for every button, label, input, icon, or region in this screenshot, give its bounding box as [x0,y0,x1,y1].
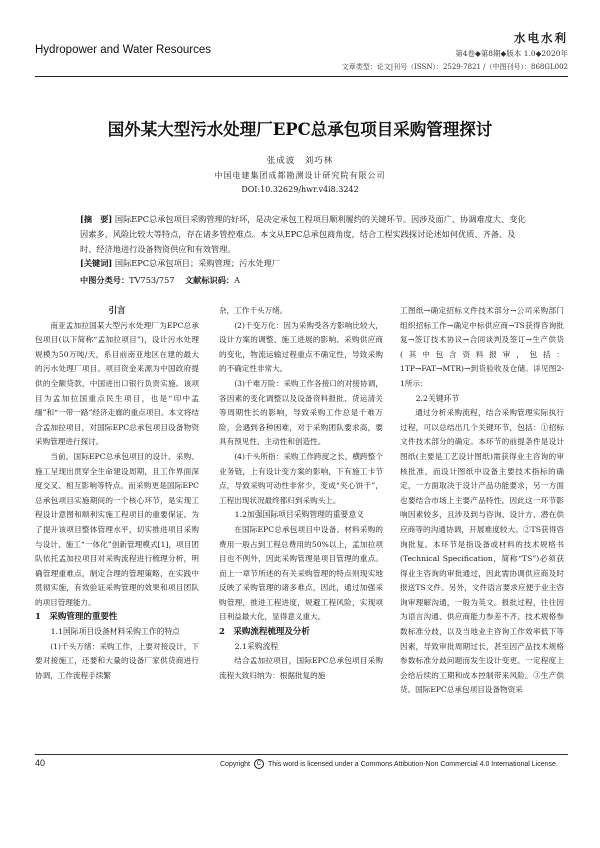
paragraph: 在国际EPC总承包项目中设备、材料采购的费用一般占到工程总费用的50%以上，孟加拉项目也不例外，因此采购管理是项目管理的重点。而上一章节所述的有关采购管理的特点则现实地反映了采购管理的诸多难点，因此，通过加强采购管理，推进工程进度，规避工程风险，实现项目利益最大化，显得意义重大。 [219,524,383,622]
abstract-label: [摘 要] [80,214,113,224]
header-rule [35,76,568,77]
doc-code-value: A [234,275,241,285]
subsection-heading: 1.2加强国际项目采购管理的重要意义 [234,510,364,520]
keywords [80,258,530,269]
paragraph: (3)千难万险：采购工作各接口的对接协调，各因素的变化调整以及设备资料报批、货运清关等周期性长的影响，导致采购工作总是千难万险，会遇到各种困难，对于采购团队要求高，要具有预见性、主动性和创造性。 [219,378,383,447]
section-heading: 2 采购流程梳理及分析 [219,627,310,638]
paragraph: 工图纸→确定招标文件技术部分→公司采购部门组织招标工作→确定中标供应商→TS获得咨询批复→签订技术协议→合同谈判及签订→生产供货(其中包含资料报审，包括：1TP→FAT→MTR)→到货验收及仓储。详见图2-1所示： [400,306,564,388]
paragraph: 当前，国际EPC总承包项目的设计、采购、施工呈现出贯穿全生命建设周期，且工作界面深度交叉、相互影响等特点。而采购更是国际EPC总承包项目实施期间的一个核心环节，是实现工程设计意图和顺利实施工程项目的重要保证。为了提升该项目整体管理水平，切实推进项目采购与设计、施工“一体化”创新管理模式[1]，项目团队依托孟加拉项目对采购流程进行梳理分析，明确管理重难点，制定合理的管理策略，在实践中贯彻实施，有效验证采购管理的效果和项目团队的项目管理能力。 [35,451,199,607]
article-title: 国外某大型污水处理厂EPC总承包项目采购管理探讨 [107,120,493,139]
column-3 [400,304,564,698]
copyright-text: This word is licensed under a Commons Attibution-Non Commercial 4.0 International License. [267,760,558,768]
section-heading: 1 采购管理的重要性 [35,612,118,623]
article-affiliation: 中国电建集团成都勘测设计研究院有限公司 [214,171,386,180]
copyright-notice [220,759,558,769]
footer-rule [35,754,568,755]
keywords-label: [关键词] [80,258,113,268]
copyright-label: Copyright [220,760,250,768]
copyright-icon: C [254,759,264,769]
paragraph: 通过分析采购流程，结合采购管理实际执行过程，可以总结出几个关键环节，包括：①招标文件技术部分的确定。本环节的前提条件是设计图纸(主要是工艺设计图纸)需获得业主咨询的审核批准，而设计图纸中设备主要技术指标的确定，一方面取决于设计产品功能要求，另一方面也要结合市场上主要产品特性。因此这一环节影响因素较多，且涉及到与咨询、设计方、潜在供应商等的沟通协调，开展难度较大。②TS获得咨询批复。本环节是指设备或材料的技术规格书(Technical Specification，简称“TS”)必须获得业主咨询的审批通过，因此需协调供应商及时报送TS文件。另外，文件语言要求应便于业主咨询审理解沟通，一般为英文。报批过程，往往因为语言沟通、供应商能力参差不齐、技术规格参数标准分歧，以及当地业主咨询工作效率低下等因素，导致审批周期过长，甚至因产品技术规格参数标准分歧问题而发生设计变更。一定程度上会给后续的工期和成本控制带来风险。③生产供货。国际EPC总承包项目设备物资采 [400,408,564,695]
subsection-heading: 2.2关键环节 [415,393,460,403]
paragraph: 结合孟加拉项目，国际EPC总承包项目采购流程大致归纳为：根据批复的施 [219,656,383,680]
article-doi: DOI:10.32629/hwr.v4i8.3242 [241,185,359,194]
paragraph: (2)千变万化：因为采购受各方影响比较大，设计方案的调整、施工进展的影响、采购供应商的变化，物流运输过程重点不确定性，导致采购的不确定性非常大。 [219,320,383,374]
abstract [80,212,530,257]
journal-chinese-name: 水电水利 [514,31,568,45]
journal-english-name: Hydropower and Water Resources [35,44,211,56]
clc-value: TV753/757 [129,275,175,285]
page-number: 40 [35,758,46,768]
column-2 [219,304,383,683]
volume-info: 第4卷◆第8期◆版本 1.0◆2020年 [455,49,568,58]
article-classification: 文章类型：论文|刊号（ISSN）：2529-7821 /（中图刊号）：868GL002 [341,63,568,71]
keywords-text: 国际EPC总承包项目；采购管理；污水处理厂 [114,258,281,268]
paragraph: 南亚孟加拉国某大型污水处理厂为EPC总承包项目(以下简称“孟加拉项目”)，设计污水处理规模为50万吨/天，系目前南亚地区在建的最大的污水处理厂项目。项目资金来源为中国政府提供的全额贷款，中国进出口银行负责实施。该项目为孟加拉国重点民生项目，也是“印中孟缅”和“一带一路”经济走廊的重点项目。本文将结合孟加拉项目，对国际EPC总承包项目设备物资采购管理进行探讨。 [35,320,199,447]
subsection-heading: 2.1采购流程 [234,641,279,651]
doc-code-label: 文献标识码： [184,275,235,285]
subsection-heading: 1.1国际项目设备材料采购工作的特点 [50,627,180,637]
clc-label: 中图分类号： [80,275,130,285]
paragraph: (1)千头万绪：采购工作，上要对接设计，下要对接施工，还要和大量的设备厂家供货商进行协调，工作流程手续繁 [35,641,199,680]
article-authors: 张成波 刘巧林 [266,156,334,166]
column-1 [35,304,199,683]
section-heading-intro: 引言 [108,306,126,316]
classification-line [80,275,530,286]
paragraph: (4)千头所指：采购工作跨度之长，横跨整个业务链，上有设计变方案的影响，下有施工卡节点，导致采购可动性非常少，变成“夹心饼干”，工程出现状况最终都归到采购头上。 [219,451,383,505]
abstract-text: 国际EPC总承包项目采购管理的好坏，是决定承包工程项目顺利履约的关键环节。因涉及面广、协调难度大、变化因素多、风险比较大等特点，存在诸多管控难点。本文从EPC总承包商角度，结合工程实践探讨论述如何优质、齐备、及时、经济地进行设备物资供应和有效管理。 [80,214,526,254]
paragraph: 杂，工作千头万绪。 [219,306,288,315]
